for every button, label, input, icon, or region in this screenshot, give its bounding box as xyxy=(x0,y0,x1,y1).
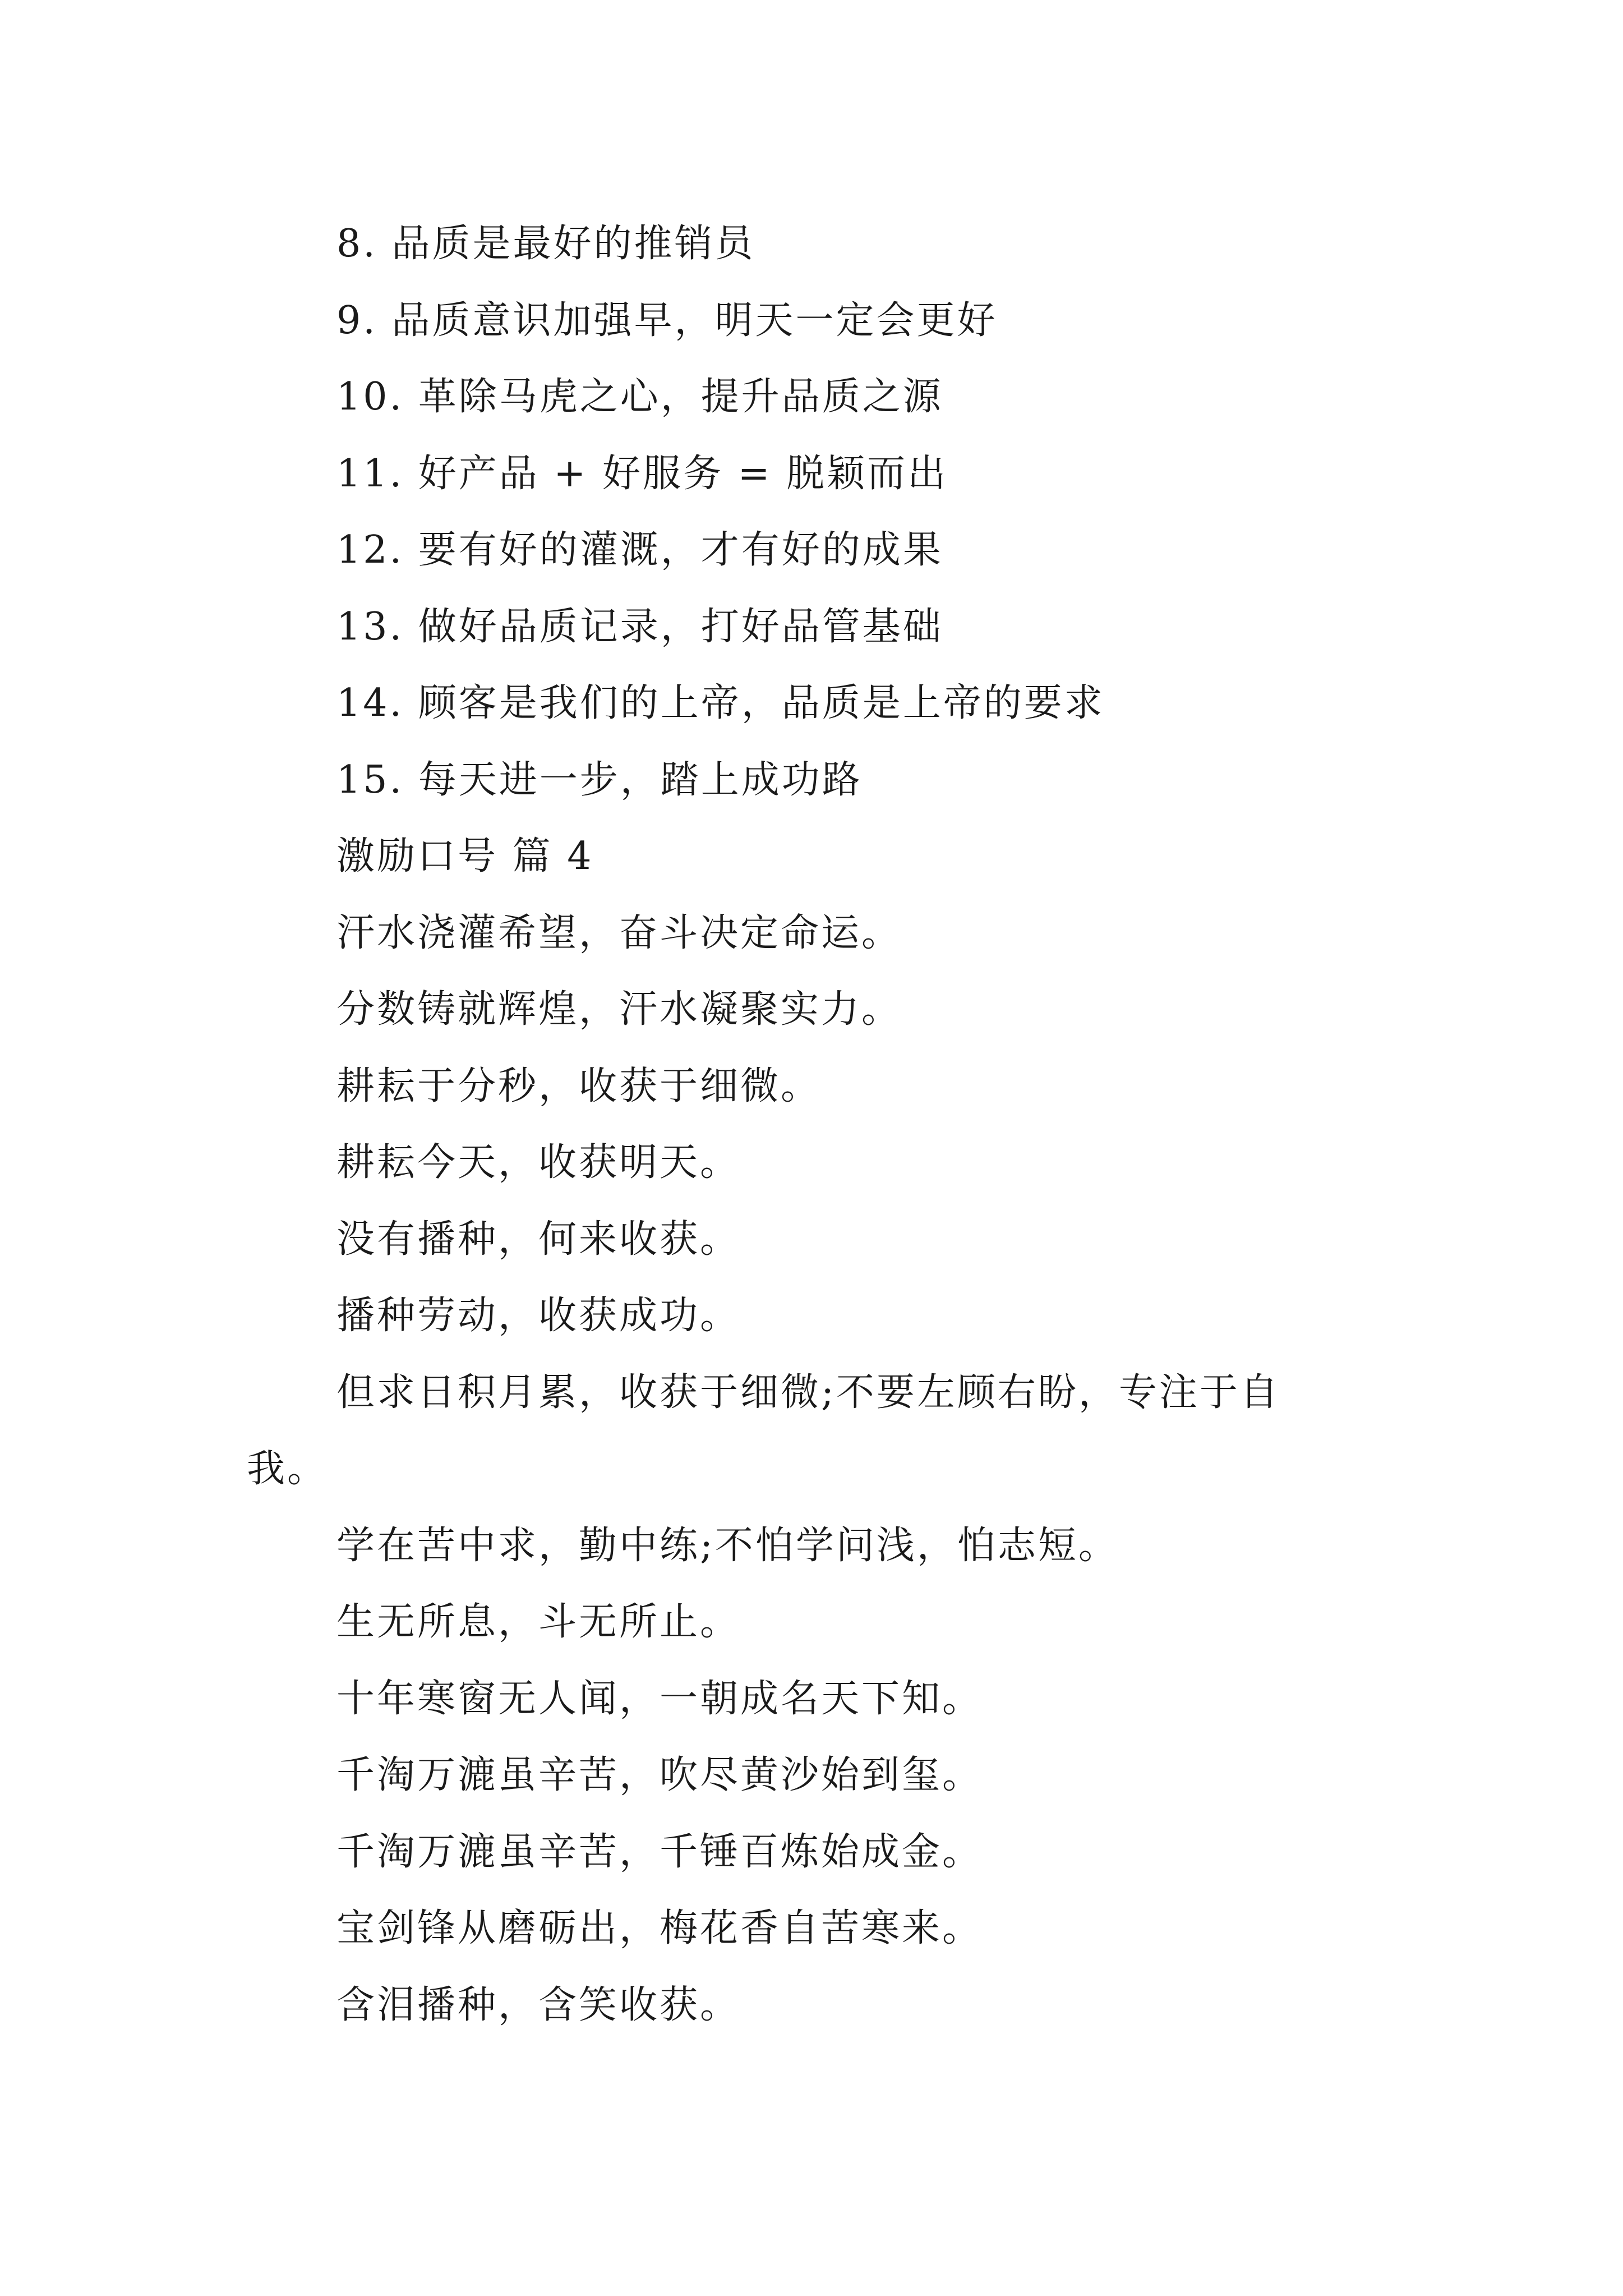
paragraph-line: 千淘万漉虽辛苦，吹尽黄沙始到玺。 xyxy=(336,1753,983,1797)
slogan-line-15: 15. 每天进一步，踏上成功路 xyxy=(336,758,863,802)
slogan-line-14: 14. 顾客是我们的上帝，品质是上帝的要求 xyxy=(336,681,1105,725)
paragraph-line: 耕耘今天，收获明天。 xyxy=(336,1140,741,1185)
paragraph-line: 耕耘于分秒，收获于细微。 xyxy=(336,1064,822,1108)
slogan-line-9: 9. 品质意识加强早，明天一定会更好 xyxy=(336,298,998,343)
paragraph-line: 汗水浇灌希望，奋斗决定命运。 xyxy=(336,911,902,955)
paragraph-line: 含泪播种，含笑收获。 xyxy=(336,1983,741,2027)
slogan-line-10: 10. 革除马虎之心，提升品质之源 xyxy=(336,375,943,419)
paragraph-line: 但求日积月累，收获于细微;不要左顾右盼，专注于自 xyxy=(336,1370,1280,1415)
slogan-line-12: 12. 要有好的灌溉，才有好的成果 xyxy=(336,528,943,572)
paragraph-line: 播种劳动，收获成功。 xyxy=(336,1294,741,1338)
slogan-line-11: 11. 好产品 + 好服务 = 脱颖而出 xyxy=(336,452,948,496)
paragraph-line: 学在苦中求，勤中练;不怕学问浅，怕志短。 xyxy=(336,1524,1119,1568)
paragraph-line: 分数铸就辉煌，汗水凝聚实力。 xyxy=(336,987,902,1032)
slogan-line-8: 8. 品质是最好的推销员 xyxy=(336,222,755,266)
paragraph-line: 没有播种，何来收获。 xyxy=(336,1217,741,1262)
paragraph-line-continuation: 我。 xyxy=(247,1447,328,1491)
paragraph-line: 宝剑锋从磨砺出，梅花香自苦寒来。 xyxy=(336,1906,983,1950)
paragraph-line: 十年寒窗无人闻，一朝成名天下知。 xyxy=(336,1677,983,1721)
slogan-line-13: 13. 做好品质记录，打好品管基础 xyxy=(336,605,943,649)
paragraph-line: 千淘万漉虽辛苦，千锤百炼始成金。 xyxy=(336,1830,983,1874)
section-heading: 激励口号 篇 4 xyxy=(336,834,594,878)
paragraph-line: 生无所息，斗无所止。 xyxy=(336,1600,741,1644)
